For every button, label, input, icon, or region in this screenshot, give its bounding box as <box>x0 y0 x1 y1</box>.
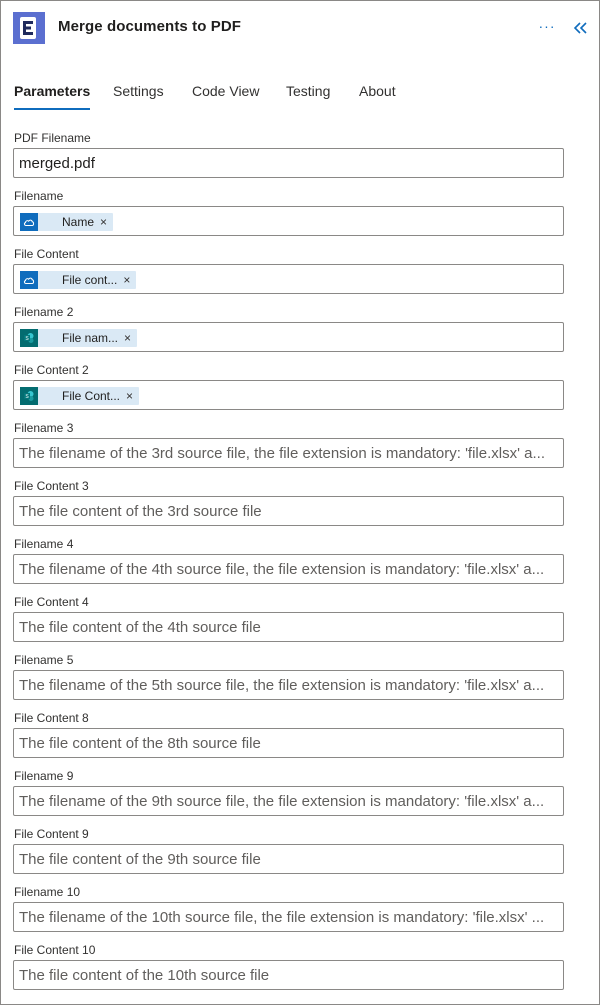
onedrive-icon <box>20 213 38 231</box>
field-filename-10 <box>13 885 569 943</box>
field-filename <box>13 189 569 247</box>
sharepoint-icon <box>20 387 38 405</box>
input-placeholder: The filename of the 10th source file, the file extension is mandatory: 'file.xlsx' ... <box>19 909 545 926</box>
file-content-4-input[interactable] <box>13 612 564 642</box>
field-label: File Content 2 <box>14 363 89 377</box>
field-label: Filename 9 <box>14 769 74 783</box>
token-label: File cont... <box>62 273 118 287</box>
file-content-8-input[interactable] <box>13 728 564 758</box>
input-placeholder: The file content of the 10th source file <box>19 967 270 984</box>
tab-parameters[interactable]: Parameters <box>14 79 90 109</box>
file-content-2-input[interactable] <box>13 380 564 410</box>
field-label: File Content 4 <box>14 595 89 609</box>
collapse-panel-button[interactable] <box>570 17 592 39</box>
field-label: PDF Filename <box>14 131 91 145</box>
input-placeholder: The filename of the 5th source file, the file extension is mandatory: 'file.xlsx' a... <box>19 677 545 694</box>
filename-2-input[interactable] <box>13 322 564 352</box>
field-filename-5 <box>13 653 569 711</box>
tab-bar <box>1 79 599 111</box>
field-label: File Content 10 <box>14 943 96 957</box>
file-content-10-input[interactable] <box>13 960 564 990</box>
input-placeholder: The file content of the 4th source file <box>19 619 261 636</box>
remove-token-icon[interactable]: × <box>100 215 108 229</box>
filename-5-input[interactable] <box>13 670 564 700</box>
tab-testing[interactable]: Testing <box>286 83 331 99</box>
input-placeholder: The filename of the 9th source file, the file extension is mandatory: 'file.xlsx' a... <box>19 793 545 810</box>
remove-token-icon[interactable]: × <box>124 331 132 345</box>
field-pdf-filename <box>13 131 569 189</box>
svg-text:S: S <box>25 336 29 342</box>
field-label: File Content 8 <box>14 711 89 725</box>
document-merge-icon <box>13 12 45 44</box>
tab-code-view[interactable]: Code View <box>192 83 260 99</box>
field-filename-3 <box>13 421 569 479</box>
input-placeholder: The file content of the 8th source file <box>19 735 261 752</box>
field-label: Filename 10 <box>14 885 81 899</box>
field-filename-2 <box>13 305 569 363</box>
field-file-content-3 <box>13 479 569 537</box>
sharepoint-icon <box>20 329 38 347</box>
filename-10-input[interactable] <box>13 902 564 932</box>
field-label: Filename 2 <box>14 305 74 319</box>
parameters-form <box>13 131 569 1001</box>
field-file-content-10 <box>13 943 569 1001</box>
input-placeholder: The file content of the 3rd source file <box>19 503 262 520</box>
remove-token-icon[interactable]: × <box>123 273 131 287</box>
dynamic-content-token[interactable] <box>20 271 136 289</box>
field-file-content-2 <box>13 363 569 421</box>
filename-4-input[interactable] <box>13 554 564 584</box>
dynamic-content-token[interactable] <box>20 329 137 347</box>
input-placeholder: The file content of the 9th source file <box>19 851 261 868</box>
file-content-input[interactable] <box>13 264 564 294</box>
panel-header <box>1 1 599 57</box>
tab-about[interactable]: About <box>359 83 396 99</box>
input-placeholder: The filename of the 4th source file, the file extension is mandatory: 'file.xlsx' a... <box>19 561 545 578</box>
onedrive-icon <box>20 271 38 289</box>
field-label: Filename 4 <box>14 537 74 551</box>
filename-9-input[interactable] <box>13 786 564 816</box>
field-label: File Content 3 <box>14 479 89 493</box>
pdf-filename-input[interactable] <box>13 148 564 178</box>
field-filename-9 <box>13 769 569 827</box>
file-content-9-input[interactable] <box>13 844 564 874</box>
file-content-3-input[interactable] <box>13 496 564 526</box>
more-options-button[interactable]: ··· <box>538 18 556 34</box>
field-filename-4 <box>13 537 569 595</box>
field-label: File Content <box>14 247 79 261</box>
remove-token-icon[interactable]: × <box>126 389 134 403</box>
field-file-content-9 <box>13 827 569 885</box>
action-title: Merge documents to PDF <box>58 18 242 35</box>
field-label: Filename 5 <box>14 653 74 667</box>
filename-input[interactable] <box>13 206 564 236</box>
dynamic-content-token[interactable] <box>20 213 113 231</box>
token-label: Name <box>62 215 95 229</box>
field-label: File Content 9 <box>14 827 89 841</box>
input-placeholder: The filename of the 3rd source file, the file extension is mandatory: 'file.xlsx' a... <box>19 445 545 462</box>
field-file-content-4 <box>13 595 569 653</box>
field-label: Filename <box>14 189 64 203</box>
token-label: File Cont... <box>62 389 121 403</box>
svg-text:S: S <box>25 394 29 400</box>
input-value: merged.pdf <box>19 155 95 172</box>
field-file-content-8 <box>13 711 569 769</box>
field-file-content <box>13 247 569 305</box>
filename-3-input[interactable] <box>13 438 564 468</box>
double-chevron-left-icon <box>570 17 592 39</box>
token-label: File nam... <box>62 331 119 345</box>
dynamic-content-token[interactable] <box>20 387 139 405</box>
tab-settings[interactable]: Settings <box>113 83 164 99</box>
field-label: Filename 3 <box>14 421 74 435</box>
